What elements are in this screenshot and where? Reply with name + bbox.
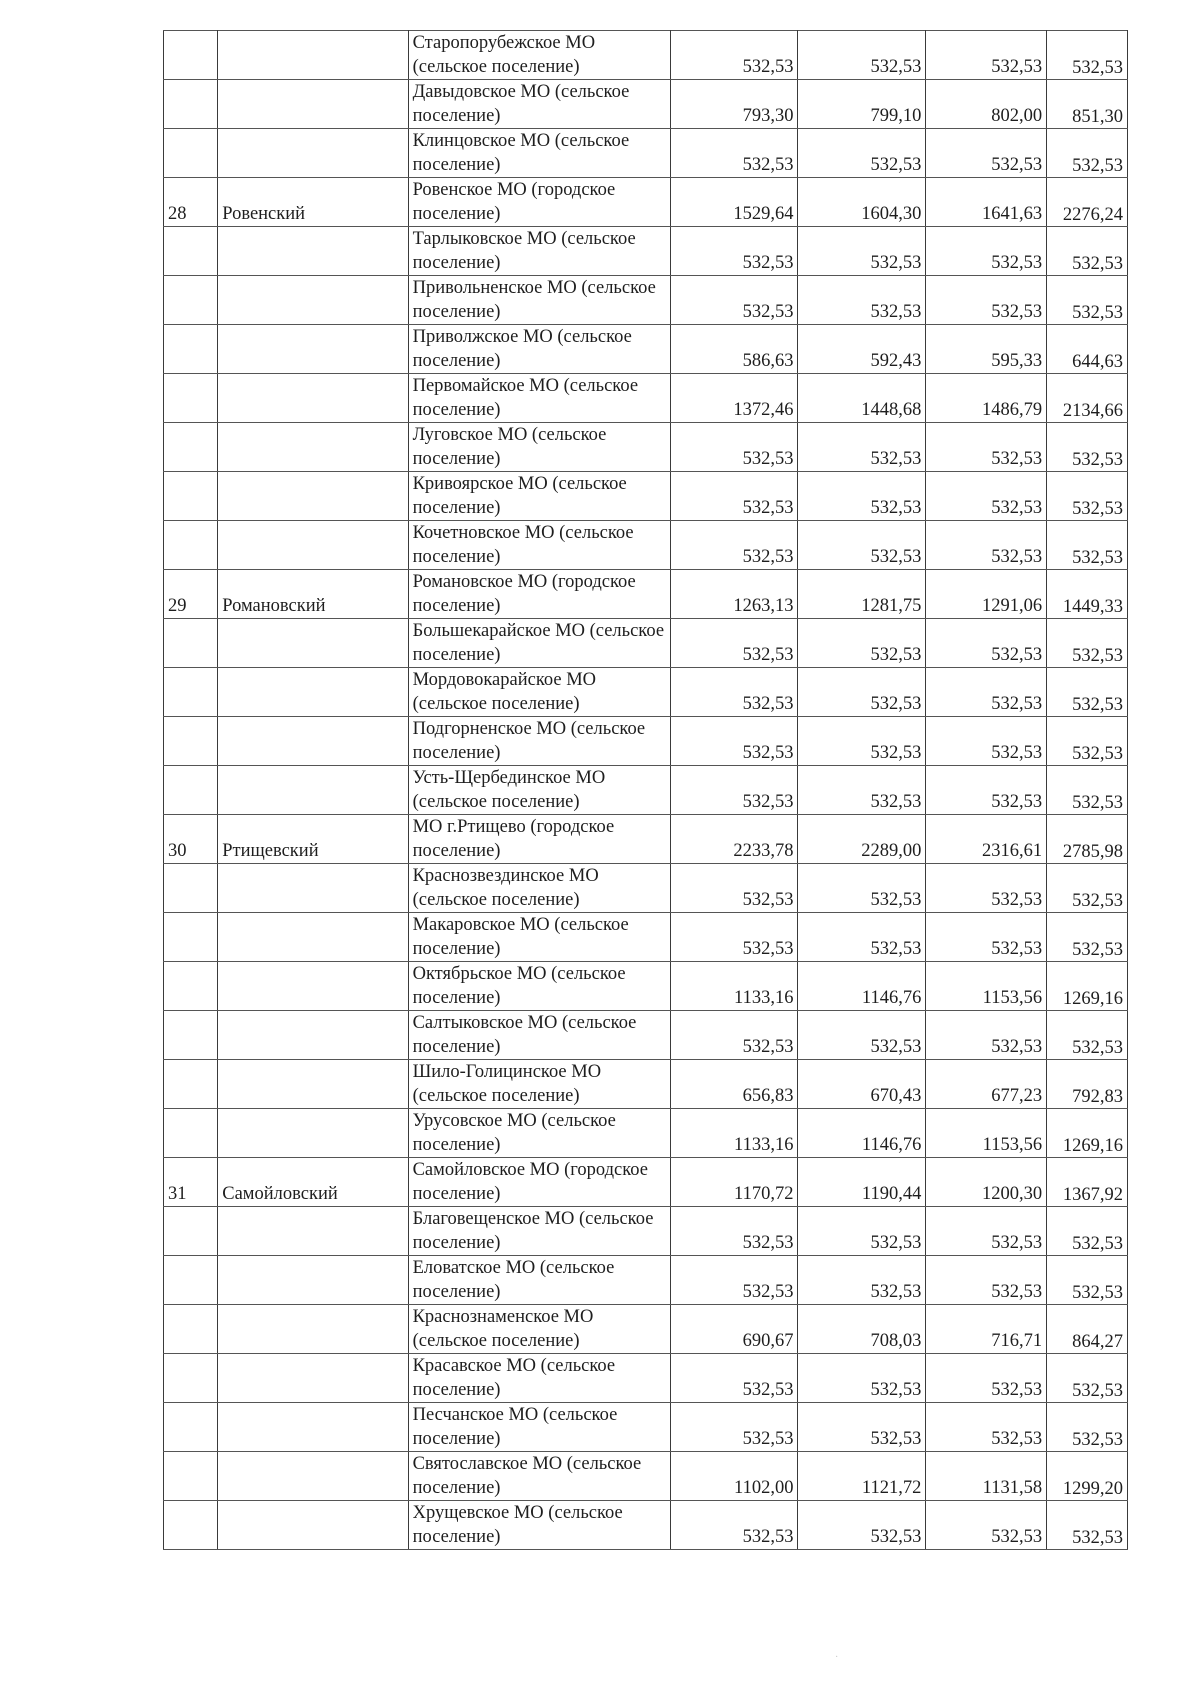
row-number bbox=[164, 276, 218, 325]
value-4: 532,53 bbox=[1047, 521, 1128, 570]
value-1: 656,83 bbox=[670, 1060, 798, 1109]
row-number: 31 bbox=[164, 1158, 218, 1207]
value-3: 1131,58 bbox=[926, 1452, 1047, 1501]
municipality-name: Давыдовское МО (сельское поселение) bbox=[408, 80, 670, 129]
table-row bbox=[164, 178, 1128, 227]
district-name bbox=[218, 325, 408, 374]
district-name bbox=[218, 227, 408, 276]
value-2: 1146,76 bbox=[798, 1109, 926, 1158]
municipality-name: Урусовское МО (сельское поселение) bbox=[408, 1109, 670, 1158]
district-name bbox=[218, 1011, 408, 1060]
value-4: 2276,24 bbox=[1047, 178, 1128, 227]
value-2: 532,53 bbox=[798, 276, 926, 325]
municipality-name: Святославское МО (сельское поселение) bbox=[408, 1452, 670, 1501]
value-1: 1133,16 bbox=[670, 962, 798, 1011]
value-4: 532,53 bbox=[1047, 766, 1128, 815]
municipality-name: Еловатское МО (сельское поселение) bbox=[408, 1256, 670, 1305]
value-3: 1486,79 bbox=[926, 374, 1047, 423]
table-row bbox=[164, 31, 1128, 80]
table-row bbox=[164, 1354, 1128, 1403]
municipality-name: Благовещенское МО (сельское поселение) bbox=[408, 1207, 670, 1256]
value-2: 592,43 bbox=[798, 325, 926, 374]
table-row bbox=[164, 619, 1128, 668]
table-row bbox=[164, 325, 1128, 374]
row-number bbox=[164, 521, 218, 570]
value-4: 532,53 bbox=[1047, 619, 1128, 668]
table-row bbox=[164, 1060, 1128, 1109]
value-1: 586,63 bbox=[670, 325, 798, 374]
table-row bbox=[164, 962, 1128, 1011]
district-name bbox=[218, 521, 408, 570]
value-1: 532,53 bbox=[670, 521, 798, 570]
value-4: 532,53 bbox=[1047, 668, 1128, 717]
value-3: 532,53 bbox=[926, 1256, 1047, 1305]
district-name bbox=[218, 276, 408, 325]
table-row bbox=[164, 1403, 1128, 1452]
value-1: 690,67 bbox=[670, 1305, 798, 1354]
municipality-name: Луговское МО (сельское поселение) bbox=[408, 423, 670, 472]
table-row bbox=[164, 129, 1128, 178]
value-2: 532,53 bbox=[798, 1207, 926, 1256]
value-1: 532,53 bbox=[670, 423, 798, 472]
municipality-name: Салтыковское МО (сельское поселение) bbox=[408, 1011, 670, 1060]
municipality-name: Мордовокарайское МО (сельское поселение) bbox=[408, 668, 670, 717]
value-1: 1372,46 bbox=[670, 374, 798, 423]
value-3: 532,53 bbox=[926, 1207, 1047, 1256]
value-3: 532,53 bbox=[926, 1501, 1047, 1550]
value-1: 1529,64 bbox=[670, 178, 798, 227]
value-2: 2289,00 bbox=[798, 815, 926, 864]
table-row bbox=[164, 864, 1128, 913]
value-1: 532,53 bbox=[670, 1501, 798, 1550]
value-4: 532,53 bbox=[1047, 1501, 1128, 1550]
table-row bbox=[164, 276, 1128, 325]
table-row bbox=[164, 815, 1128, 864]
district-name bbox=[218, 472, 408, 521]
row-number bbox=[164, 1452, 218, 1501]
value-2: 1121,72 bbox=[798, 1452, 926, 1501]
row-number bbox=[164, 1109, 218, 1158]
value-3: 532,53 bbox=[926, 521, 1047, 570]
municipality-name: Самойловское МО (городское поселение) bbox=[408, 1158, 670, 1207]
value-2: 532,53 bbox=[798, 619, 926, 668]
value-1: 793,30 bbox=[670, 80, 798, 129]
row-number bbox=[164, 864, 218, 913]
row-number bbox=[164, 717, 218, 766]
value-3: 532,53 bbox=[926, 717, 1047, 766]
value-2: 532,53 bbox=[798, 1256, 926, 1305]
value-2: 532,53 bbox=[798, 1011, 926, 1060]
value-4: 792,83 bbox=[1047, 1060, 1128, 1109]
value-1: 532,53 bbox=[670, 864, 798, 913]
district-name bbox=[218, 864, 408, 913]
table-row bbox=[164, 80, 1128, 129]
value-2: 532,53 bbox=[798, 472, 926, 521]
municipality-name: Краснозвездинское МО (сельское поселение) bbox=[408, 864, 670, 913]
row-number bbox=[164, 962, 218, 1011]
value-1: 532,53 bbox=[670, 717, 798, 766]
row-number bbox=[164, 227, 218, 276]
row-number bbox=[164, 913, 218, 962]
table-row bbox=[164, 472, 1128, 521]
value-1: 1170,72 bbox=[670, 1158, 798, 1207]
value-4: 532,53 bbox=[1047, 472, 1128, 521]
district-name bbox=[218, 1403, 408, 1452]
value-3: 532,53 bbox=[926, 227, 1047, 276]
municipality-name: Ровенское МО (городское поселение) bbox=[408, 178, 670, 227]
table-row bbox=[164, 913, 1128, 962]
value-4: 1449,33 bbox=[1047, 570, 1128, 619]
value-2: 1146,76 bbox=[798, 962, 926, 1011]
value-1: 532,53 bbox=[670, 129, 798, 178]
district-name bbox=[218, 717, 408, 766]
value-2: 532,53 bbox=[798, 521, 926, 570]
district-name bbox=[218, 1305, 408, 1354]
district-name bbox=[218, 1256, 408, 1305]
value-4: 532,53 bbox=[1047, 1256, 1128, 1305]
municipality-name: Краснознаменское МО (сельское поселение) bbox=[408, 1305, 670, 1354]
municipality-name: Кочетновское МО (сельское поселение) bbox=[408, 521, 670, 570]
table-row bbox=[164, 1158, 1128, 1207]
district-name bbox=[218, 31, 408, 80]
value-3: 802,00 bbox=[926, 80, 1047, 129]
value-2: 532,53 bbox=[798, 31, 926, 80]
value-1: 532,53 bbox=[670, 227, 798, 276]
value-4: 532,53 bbox=[1047, 423, 1128, 472]
municipality-name: Тарлыковское МО (сельское поселение) bbox=[408, 227, 670, 276]
value-3: 532,53 bbox=[926, 1403, 1047, 1452]
table-row bbox=[164, 1109, 1128, 1158]
row-number bbox=[164, 668, 218, 717]
value-4: 532,53 bbox=[1047, 1011, 1128, 1060]
district-name bbox=[218, 423, 408, 472]
municipality-name: Старопорубежское МО (сельское поселение) bbox=[408, 31, 670, 80]
value-1: 2233,78 bbox=[670, 815, 798, 864]
municipality-name: Клинцовское МО (сельское поселение) bbox=[408, 129, 670, 178]
value-4: 1269,16 bbox=[1047, 962, 1128, 1011]
district-name bbox=[218, 619, 408, 668]
value-2: 1190,44 bbox=[798, 1158, 926, 1207]
district-name: Романовский bbox=[218, 570, 408, 619]
value-3: 532,53 bbox=[926, 913, 1047, 962]
value-3: 1200,30 bbox=[926, 1158, 1047, 1207]
row-number: 28 bbox=[164, 178, 218, 227]
value-1: 532,53 bbox=[670, 276, 798, 325]
value-1: 532,53 bbox=[670, 619, 798, 668]
district-name bbox=[218, 1109, 408, 1158]
district-name bbox=[218, 962, 408, 1011]
value-2: 532,53 bbox=[798, 913, 926, 962]
value-2: 1604,30 bbox=[798, 178, 926, 227]
value-3: 532,53 bbox=[926, 1011, 1047, 1060]
table-row bbox=[164, 521, 1128, 570]
value-3: 532,53 bbox=[926, 864, 1047, 913]
district-name bbox=[218, 1207, 408, 1256]
value-1: 532,53 bbox=[670, 31, 798, 80]
value-1: 532,53 bbox=[670, 1403, 798, 1452]
value-3: 1153,56 bbox=[926, 1109, 1047, 1158]
value-2: 670,43 bbox=[798, 1060, 926, 1109]
district-name bbox=[218, 1501, 408, 1550]
value-1: 532,53 bbox=[670, 1011, 798, 1060]
value-3: 532,53 bbox=[926, 619, 1047, 668]
value-4: 532,53 bbox=[1047, 276, 1128, 325]
row-number bbox=[164, 619, 218, 668]
table-row bbox=[164, 1305, 1128, 1354]
value-2: 532,53 bbox=[798, 1354, 926, 1403]
value-2: 1448,68 bbox=[798, 374, 926, 423]
district-name: Ровенский bbox=[218, 178, 408, 227]
district-name: Самойловский bbox=[218, 1158, 408, 1207]
municipality-name: Шило-Голицинское МО (сельское поселение) bbox=[408, 1060, 670, 1109]
value-2: 532,53 bbox=[798, 717, 926, 766]
row-number bbox=[164, 423, 218, 472]
municipal-table bbox=[163, 30, 1128, 1550]
row-number: 29 bbox=[164, 570, 218, 619]
table-row bbox=[164, 717, 1128, 766]
value-3: 532,53 bbox=[926, 1354, 1047, 1403]
municipality-name: Октябрьское МО (сельское поселение) bbox=[408, 962, 670, 1011]
value-4: 1269,16 bbox=[1047, 1109, 1128, 1158]
value-1: 1133,16 bbox=[670, 1109, 798, 1158]
district-name bbox=[218, 129, 408, 178]
municipality-name: Первомайское МО (сельское поселение) bbox=[408, 374, 670, 423]
municipality-name: Привольненское МО (сельское поселение) bbox=[408, 276, 670, 325]
value-4: 532,53 bbox=[1047, 717, 1128, 766]
table-row bbox=[164, 1501, 1128, 1550]
value-3: 1641,63 bbox=[926, 178, 1047, 227]
value-2: 532,53 bbox=[798, 129, 926, 178]
value-2: 708,03 bbox=[798, 1305, 926, 1354]
value-4: 2134,66 bbox=[1047, 374, 1128, 423]
value-3: 716,71 bbox=[926, 1305, 1047, 1354]
municipality-name: Романовское МО (городское поселение) bbox=[408, 570, 670, 619]
table-row bbox=[164, 423, 1128, 472]
value-2: 532,53 bbox=[798, 864, 926, 913]
municipality-name: Песчанское МО (сельское поселение) bbox=[408, 1403, 670, 1452]
value-4: 532,53 bbox=[1047, 31, 1128, 80]
row-number bbox=[164, 129, 218, 178]
district-name bbox=[218, 1452, 408, 1501]
row-number bbox=[164, 1011, 218, 1060]
value-2: 532,53 bbox=[798, 766, 926, 815]
value-3: 532,53 bbox=[926, 668, 1047, 717]
value-3: 1291,06 bbox=[926, 570, 1047, 619]
row-number bbox=[164, 1501, 218, 1550]
value-4: 1367,92 bbox=[1047, 1158, 1128, 1207]
municipality-name: Приволжское МО (сельское поселение) bbox=[408, 325, 670, 374]
table-row bbox=[164, 227, 1128, 276]
row-number bbox=[164, 1354, 218, 1403]
row-number bbox=[164, 1256, 218, 1305]
district-name bbox=[218, 80, 408, 129]
value-1: 532,53 bbox=[670, 766, 798, 815]
row-number bbox=[164, 325, 218, 374]
value-1: 532,53 bbox=[670, 1207, 798, 1256]
municipality-name: Хрущевское МО (сельское поселение) bbox=[408, 1501, 670, 1550]
value-3: 532,53 bbox=[926, 472, 1047, 521]
value-1: 532,53 bbox=[670, 1256, 798, 1305]
value-4: 532,53 bbox=[1047, 1354, 1128, 1403]
value-2: 799,10 bbox=[798, 80, 926, 129]
value-3: 677,23 bbox=[926, 1060, 1047, 1109]
table-row bbox=[164, 1256, 1128, 1305]
value-3: 532,53 bbox=[926, 276, 1047, 325]
district-name bbox=[218, 766, 408, 815]
value-2: 1281,75 bbox=[798, 570, 926, 619]
municipality-name: Подгорненское МО (сельское поселение) bbox=[408, 717, 670, 766]
scan-speck: · bbox=[835, 1652, 839, 1663]
value-1: 1263,13 bbox=[670, 570, 798, 619]
value-4: 532,53 bbox=[1047, 1403, 1128, 1452]
district-name: Ртищевский bbox=[218, 815, 408, 864]
value-3: 595,33 bbox=[926, 325, 1047, 374]
value-2: 532,53 bbox=[798, 1403, 926, 1452]
municipality-name: Кривоярское МО (сельское поселение) bbox=[408, 472, 670, 521]
municipality-name: Усть-Щербединское МО (сельское поселение) bbox=[408, 766, 670, 815]
row-number bbox=[164, 1207, 218, 1256]
municipality-name: МО г.Ртищево (городское поселение) bbox=[408, 815, 670, 864]
district-name bbox=[218, 1354, 408, 1403]
table-row bbox=[164, 668, 1128, 717]
value-4: 532,53 bbox=[1047, 1207, 1128, 1256]
value-1: 1102,00 bbox=[670, 1452, 798, 1501]
value-4: 532,53 bbox=[1047, 864, 1128, 913]
value-4: 851,30 bbox=[1047, 80, 1128, 129]
municipality-name: Большекарайское МО (сельское поселение) bbox=[408, 619, 670, 668]
table-row bbox=[164, 570, 1128, 619]
table-row bbox=[164, 374, 1128, 423]
value-1: 532,53 bbox=[670, 668, 798, 717]
value-3: 532,53 bbox=[926, 766, 1047, 815]
value-4: 532,53 bbox=[1047, 913, 1128, 962]
row-number bbox=[164, 472, 218, 521]
value-3: 532,53 bbox=[926, 31, 1047, 80]
municipality-name: Красавское МО (сельское поселение) bbox=[408, 1354, 670, 1403]
value-4: 532,53 bbox=[1047, 227, 1128, 276]
district-name bbox=[218, 913, 408, 962]
value-1: 532,53 bbox=[670, 913, 798, 962]
district-name bbox=[218, 1060, 408, 1109]
row-number bbox=[164, 766, 218, 815]
district-name bbox=[218, 374, 408, 423]
value-4: 864,27 bbox=[1047, 1305, 1128, 1354]
value-2: 532,53 bbox=[798, 227, 926, 276]
row-number bbox=[164, 80, 218, 129]
table-row bbox=[164, 1452, 1128, 1501]
row-number bbox=[164, 1403, 218, 1452]
table-row bbox=[164, 766, 1128, 815]
value-4: 2785,98 bbox=[1047, 815, 1128, 864]
table-body bbox=[164, 31, 1128, 1550]
table-row bbox=[164, 1011, 1128, 1060]
value-1: 532,53 bbox=[670, 472, 798, 521]
value-3: 532,53 bbox=[926, 423, 1047, 472]
value-1: 532,53 bbox=[670, 1354, 798, 1403]
table-row bbox=[164, 1207, 1128, 1256]
value-2: 532,53 bbox=[798, 1501, 926, 1550]
value-3: 2316,61 bbox=[926, 815, 1047, 864]
value-3: 532,53 bbox=[926, 129, 1047, 178]
row-number bbox=[164, 374, 218, 423]
row-number bbox=[164, 31, 218, 80]
municipality-name: Макаровское МО (сельское поселение) bbox=[408, 913, 670, 962]
value-3: 1153,56 bbox=[926, 962, 1047, 1011]
value-4: 532,53 bbox=[1047, 129, 1128, 178]
value-4: 644,63 bbox=[1047, 325, 1128, 374]
value-4: 1299,20 bbox=[1047, 1452, 1128, 1501]
row-number bbox=[164, 1060, 218, 1109]
district-name bbox=[218, 668, 408, 717]
value-2: 532,53 bbox=[798, 423, 926, 472]
row-number: 30 bbox=[164, 815, 218, 864]
value-2: 532,53 bbox=[798, 668, 926, 717]
row-number bbox=[164, 1305, 218, 1354]
